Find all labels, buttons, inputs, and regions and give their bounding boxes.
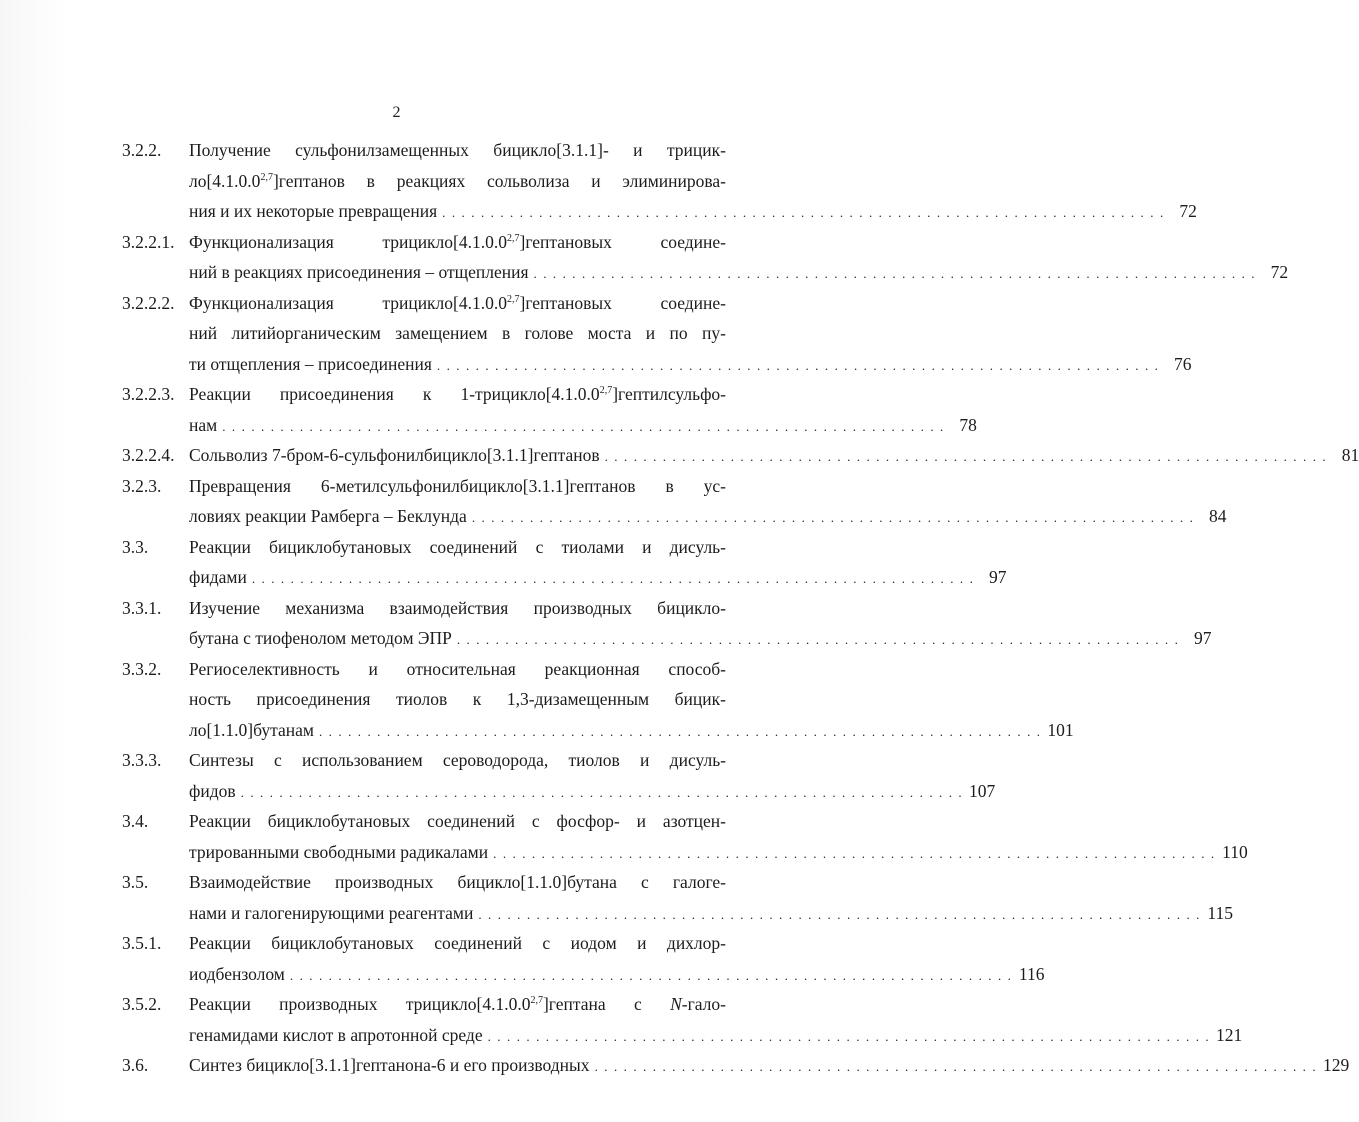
toc-title-tail: иодбензолом (189, 963, 285, 984)
toc-entry-title (189, 288, 1192, 380)
toc-entry-title (189, 867, 1234, 928)
toc-entry-number: 3.5. (122, 872, 149, 892)
toc-entry-title (189, 1050, 1350, 1081)
toc-title-tail: нам (189, 414, 218, 435)
toc-leader-dots: . . . . . . . . . . . . . . . . . . . . . . . . . . . . . . . . . . . . . . . . . . . . . . . . . . . . . . . . . . . . . . . . . . . . . . . . . . . (471, 510, 1195, 525)
toc-title-last-line (189, 349, 1192, 380)
toc-leader-dots: . . . . . . . . . . . . . . . . . . . . . . . . . . . . . . . . . . . . . . . . . . . . . . . . . . . . . . . . . . . . . . . . . . . . . . . . . . . (604, 449, 1328, 464)
toc-title-tail: ло[1.1.0]бутанам (189, 719, 314, 740)
toc-page-number: 72 (1270, 262, 1289, 282)
toc-entry-title (189, 227, 1289, 288)
toc-title-tail: бутана с тиофенолом методом ЭПР (189, 628, 452, 648)
toc-leader-dots: . . . . . . . . . . . . . . . . . . . . . . . . . . . . . . . . . . . . . . . . . . . . . . . . . . . . . . . . . . . . . . . . . . . . . . . . . . . (478, 906, 1202, 922)
toc-entry-number: 3.2.2.3. (122, 384, 175, 404)
toc-title-tail: ния и их некоторые превращения (189, 201, 438, 221)
toc-entry-title (189, 471, 1227, 532)
toc-leader-dots: . . . . . . . . . . . . . . . . . . . . . . . . . . . . . . . . . . . . . . . . . . . . . . . . . . . . . . . . . . . . . . . . . . . . . . . . . . . (318, 723, 1042, 739)
toc-title-last-line (189, 623, 1212, 654)
toc-title-line: ло[4.1.0.0$^{2,7}$]гептанов в реакциях сольволиза и элиминирова- (189, 170, 726, 191)
toc-title-line: Реакции бициклобутановых соединений с иодом и дихлор- (189, 933, 726, 953)
toc-entry-number: 3.3.1. (122, 597, 162, 618)
toc-entry-title (189, 745, 996, 806)
toc-title-line: Реакции бициклобутановых соединений с фосфор- и азотцен- (189, 811, 726, 831)
toc-title-last-line (189, 898, 1234, 929)
toc-entry-number: 3.6. (122, 1055, 149, 1075)
toc-page-number: 78 (959, 414, 977, 435)
toc-title-tail: трированными свободными радикалами (189, 841, 489, 862)
toc-page-number: 129 (1322, 1055, 1350, 1075)
toc-title-tail: нами и галогенирующими реагентами (189, 902, 474, 923)
toc-entry-title (189, 532, 1007, 593)
toc-title-tail: Сольволиз 7-бром-6-сульфонилбицикло[3.1.1]гептанов (189, 445, 600, 465)
toc-page-number: 81 (1341, 445, 1359, 465)
toc-page-number: 72 (1179, 201, 1197, 221)
toc-title-line: ний литийорганическим замещением в голове моста и по пу- (189, 323, 726, 343)
toc-leader-dots: . . . . . . . . . . . . . . . . . . . . . . . . . . . . . . . . . . . . . . . . . . . . . . . . . . . . . . . . . . . . . . . . . . . . . . . . . . . (222, 418, 945, 434)
toc-entry-title (189, 135, 1197, 227)
toc-title-last-line (189, 196, 1197, 227)
toc-entry-number: 3.5.1. (122, 933, 162, 953)
page-number: 2 (392, 104, 401, 121)
toc-leader-dots: . . . . . . . . . . . . . . . . . . . . . . . . . . . . . . . . . . . . . . . . . . . . . . . . . . . . . . . . . . . . . . . . . . . . . . . . . . . (442, 205, 1165, 220)
toc-title-line: Получение сульфонилзамещенных бицикло[3.1.1]- и трицик- (189, 140, 726, 160)
toc-entry-number: 3.2.2. (122, 140, 162, 160)
toc-title-last-line (189, 837, 1248, 868)
toc-page-number: 107 (969, 780, 996, 801)
toc-leader-dots: . . . . . . . . . . . . . . . . . . . . . . . . . . . . . . . . . . . . . . . . . . . . . . . . . . . . . . . . . . . . . . . . . . . . . . . . . . . (240, 784, 964, 800)
toc-title-tail: ловиях реакции Рамберга – Беклунда (189, 506, 467, 526)
toc-title-tail: фидов (189, 780, 236, 801)
toc-entry-number: 3.3.2. (122, 658, 162, 679)
toc-page-number: 97 (1193, 628, 1212, 648)
toc-title-line: Региоселективность и относительная реакционная способ- (189, 658, 726, 679)
toc-entry-number: 3.3. (122, 536, 149, 557)
toc-title-tail: генамидами кислот в апротонной среде (189, 1024, 483, 1045)
toc-leader-dots: . . . . . . . . . . . . . . . . . . . . . . . . . . . . . . . . . . . . . . . . . . . . . . . . . . . . . . . . . . . . . . . . . . . . . . . . . . . (456, 632, 1180, 647)
toc-entry-number: 3.2.2.2. (122, 292, 175, 313)
toc-page-number: 116 (1018, 963, 1045, 984)
toc-title-line: Реакции бициклобутановых соединений с тиолами и дисуль- (189, 536, 726, 557)
toc-entry-title (189, 440, 1359, 471)
toc-title-last-line (189, 501, 1227, 532)
toc-entry-number: 3.5.2. (122, 994, 162, 1014)
toc-entry-number: 3.2.2.1. (122, 231, 175, 252)
toc-page-number: 101 (1047, 719, 1074, 740)
toc-page-number: 84 (1208, 506, 1227, 526)
toc-title-line: Превращения 6-метилсульфонилбицикло[3.1.1]гептанов в ус- (189, 475, 726, 496)
toc-entry-number: 3.4. (122, 811, 149, 831)
toc-title-tail: фидами (189, 567, 247, 587)
toc-entry-title (189, 593, 1212, 654)
toc-title-tail: ний в реакциях присоединения – отщепления (189, 262, 529, 282)
toc-entry-number: 3.3.3. (122, 750, 162, 770)
toc-page-number: 97 (988, 567, 1007, 587)
toc-entry-number: 3.2.3. (122, 475, 162, 496)
toc-leader-dots: . . . . . . . . . . . . . . . . . . . . . . . . . . . . . . . . . . . . . . . . . . . . . . . . . . . . . . . . . . . . . . . . . . . . . . . . . . . (251, 571, 975, 586)
toc-title-last-line (189, 715, 1074, 746)
toc-leader-dots: . . . . . . . . . . . . . . . . . . . . . . . . . . . . . . . . . . . . . . . . . . . . . . . . . . . . . . . . . . . . . . . . . . . . . . . . . . . (436, 357, 1160, 373)
toc-page-number: 121 (1216, 1024, 1243, 1045)
toc-page-number: 115 (1207, 902, 1234, 923)
toc-page-number: 110 (1222, 841, 1248, 862)
toc-title-line: Реакции производных трицикло[4.1.0.0$^{2,7}$]гептана с N-гало- (189, 994, 726, 1014)
toc-entry-title (189, 806, 1248, 867)
toc-title-last-line (189, 1020, 1243, 1051)
toc-entry-title (189, 928, 1045, 989)
toc-title-line: ность присоединения тиолов к 1,3-дизамещенным бицик- (189, 689, 726, 709)
toc-leader-dots: . . . . . . . . . . . . . . . . . . . . . . . . . . . . . . . . . . . . . . . . . . . . . . . . . . . . . . . . . . . . . . . . . . . . . . . . . . . (289, 967, 1013, 983)
toc-title-tail: Синтез бицикло[3.1.1]гептанона-6 и его производных (189, 1055, 590, 1075)
toc-leader-dots: . . . . . . . . . . . . . . . . . . . . . . . . . . . . . . . . . . . . . . . . . . . . . . . . . . . . . . . . . . . . . . . . . . . . . . . . . . . (594, 1059, 1318, 1074)
toc-title-last-line (189, 410, 977, 441)
toc-page-number: 76 (1174, 353, 1192, 374)
toc-title-line: Изучение механизма взаимодействия производных бицикло- (189, 597, 726, 618)
toc-title-line: Функционализация трицикло[4.1.0.0$^{2,7}$]гептановых соедине- (189, 292, 726, 313)
toc-title-tail: ти отщепления – присоединения (189, 353, 432, 374)
toc-title-last-line (189, 562, 1007, 593)
toc-entry-title (189, 989, 1243, 1050)
toc-title-last-line (189, 959, 1045, 990)
toc-entry-title (189, 654, 1074, 746)
toc-leader-dots: . . . . . . . . . . . . . . . . . . . . . . . . . . . . . . . . . . . . . . . . . . . . . . . . . . . . . . . . . . . . . . . . . . . . . . . . . . . (533, 266, 1257, 281)
toc-title-line: Реакции присоединения к 1-трицикло[4.1.0.0$^{2,7}$]гептилсульфо- (189, 384, 726, 404)
toc-title-line: Синтезы с использованием сероводорода, тиолов и дисуль- (189, 750, 726, 770)
toc-title-last-line (189, 1050, 1350, 1081)
toc-title-line: Функционализация трицикло[4.1.0.0$^{2,7}$]гептановых соедине- (189, 231, 726, 252)
toc-title-line: Взаимодействие производных бицикло[1.1.0]бутана с галоге- (189, 872, 726, 892)
toc-title-last-line (189, 440, 1359, 471)
toc-leader-dots: . . . . . . . . . . . . . . . . . . . . . . . . . . . . . . . . . . . . . . . . . . . . . . . . . . . . . . . . . . . . . . . . . . . . . . . . . . . (487, 1028, 1211, 1044)
toc-entry-title (189, 379, 977, 440)
toc-entry-number: 3.2.2.4. (122, 445, 175, 465)
toc-title-last-line (189, 257, 1289, 288)
toc-title-last-line (189, 776, 996, 807)
toc-leader-dots: . . . . . . . . . . . . . . . . . . . . . . . . . . . . . . . . . . . . . . . . . . . . . . . . . . . . . . . . . . . . . . . . . . . . . . . . . . . (493, 845, 1216, 861)
